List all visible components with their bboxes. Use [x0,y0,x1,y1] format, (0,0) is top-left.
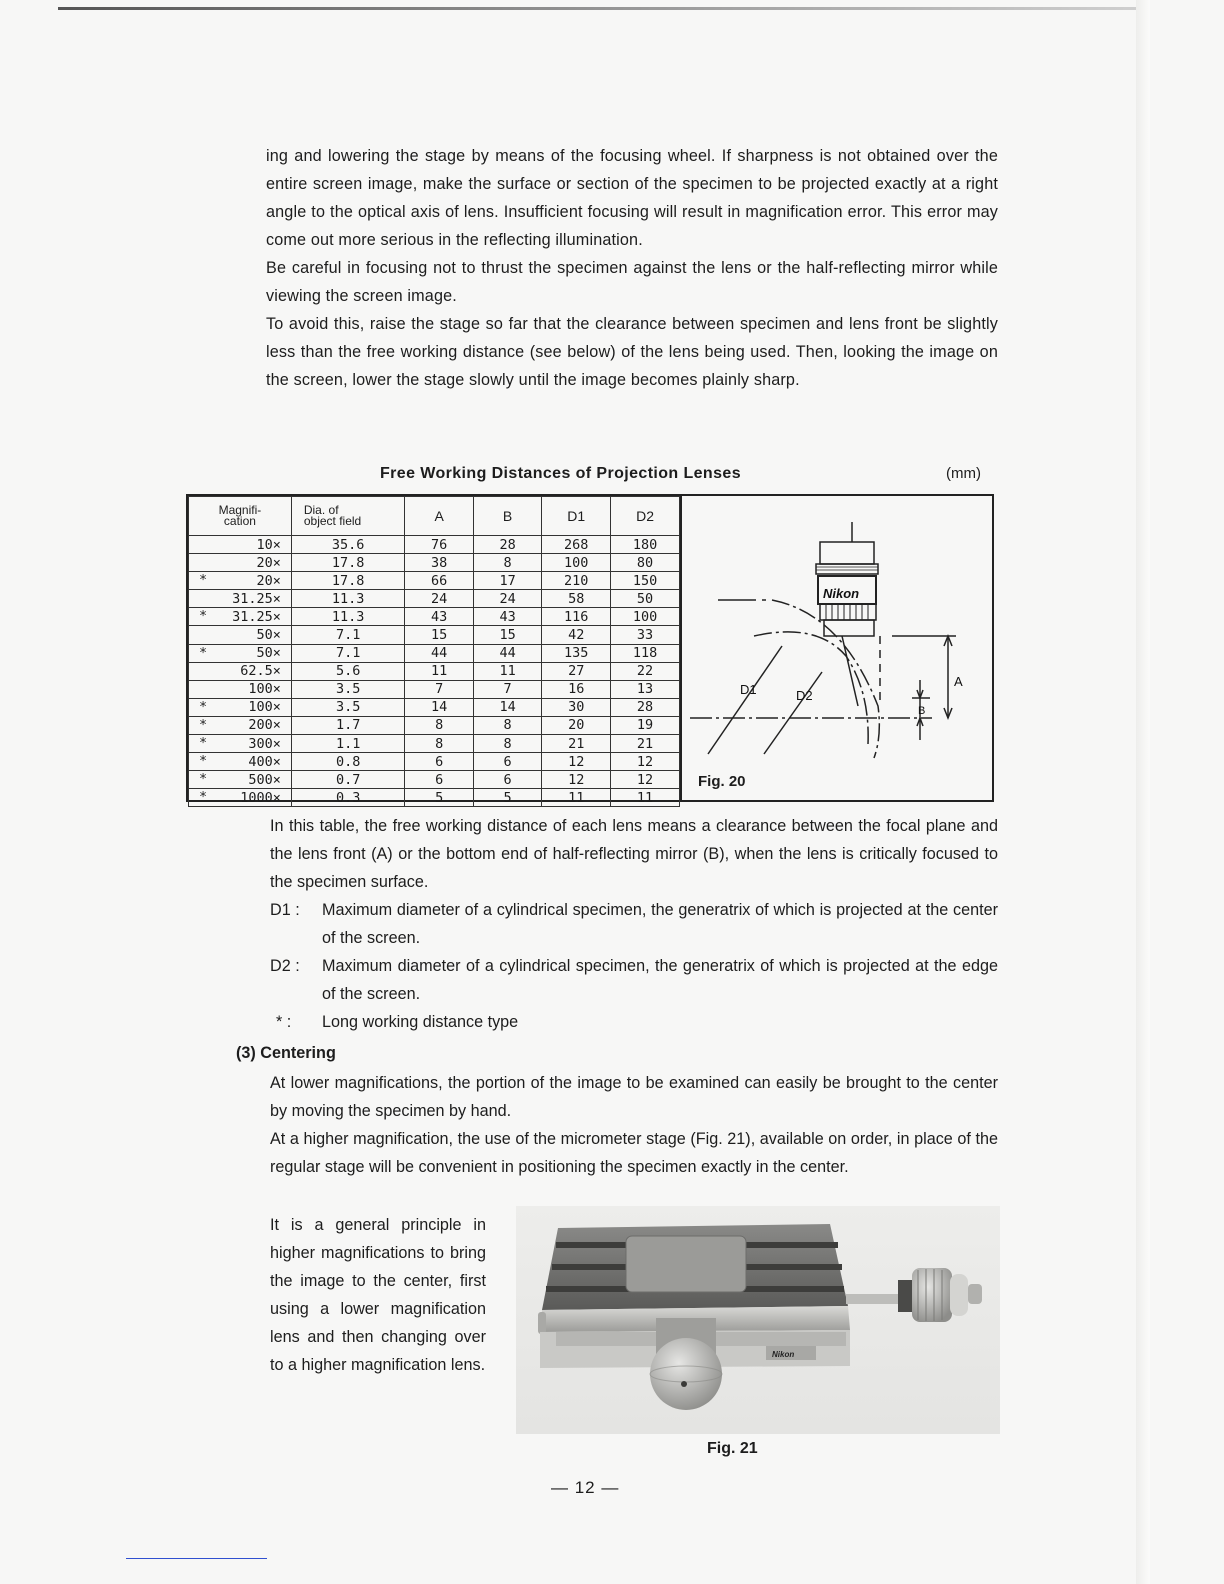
d2-cell: 118 [611,644,680,662]
d2-cell: 80 [611,554,680,572]
diameter-cell: 3.5 [291,698,405,716]
diameter-cell: 5.6 [291,662,405,680]
header-d2: D2 [611,497,680,536]
magnification-value: 500× [248,771,281,788]
table-row [189,572,680,590]
long-working-distance-marker: * [199,753,208,770]
a-cell: 38 [405,554,473,572]
diameter-cell: 1.1 [291,735,405,753]
table-row [189,680,680,698]
a-cell: 8 [405,716,473,734]
diameter-cell: 17.8 [291,572,405,590]
b-cell: 6 [473,771,541,789]
a-cell: 43 [405,608,473,626]
d2-cell: 21 [611,735,680,753]
magnification-cell [189,644,292,662]
magnification-value: 1000× [240,789,281,806]
magnification-value: 50× [256,645,281,662]
d2-cell: 12 [611,753,680,771]
d1-cell: 27 [542,662,611,680]
magnification-cell [189,626,292,644]
d2-cell: 33 [611,626,680,644]
table-body [189,536,680,807]
table-row [189,554,680,572]
d1-cell: 12 [542,753,611,771]
d1-cell: 268 [542,536,611,554]
diameter-cell: 35.6 [291,536,405,554]
magnification-cell [189,771,292,789]
d1-cell: 12 [542,771,611,789]
footer-line [126,1558,267,1559]
intro-paragraph-1: ing and lowering the stage by means of the focusing wheel. If sharpness is not obtained over the entire screen image, make the surface or section of the specimen to be projected exactly at a right angle to the optical axis of lens. Insufficient focusing will result in magnification error. This error may come out more serious in the reflecting illumination. [266,147,998,249]
note-text: Maximum diameter of a cylindrical specimen, the generatrix of which is projected at the edge of the screen. [322,957,998,1003]
long-working-distance-marker: * [199,789,208,806]
d1-cell: 210 [542,572,611,590]
b-cell: 14 [473,698,541,716]
notes-intro: In this table, the free working distance of each lens means a clearance between the focal plane and the lens front (A) or the bottom end of half-reflecting mirror (B), when the lens is critically focused to the specimen surface. [270,817,998,891]
diameter-cell: 0.7 [291,771,405,789]
fig20-label-b: B [918,705,926,717]
b-cell: 43 [473,608,541,626]
table-notes [270,812,998,1036]
diameter-cell: 11.3 [291,608,405,626]
d1-cell: 11 [542,789,611,807]
fig21-micrometer-stage-photo [516,1206,1000,1434]
table-row [189,644,680,662]
magnification-cell [189,662,292,680]
fig20-brand: Nikon [823,586,860,601]
d2-cell: 100 [611,608,680,626]
header-magnification: Magnifi- cation [189,497,292,536]
b-cell: 5 [473,789,541,807]
magnification-value: 200× [248,717,281,734]
table-row [189,698,680,716]
header-b: B [473,497,541,536]
table-row [189,536,680,554]
long-working-distance-marker: * [199,572,208,589]
d2-cell: 22 [611,662,680,680]
b-cell: 17 [473,572,541,590]
centering-side-text: It is a general principle in higher magnifications to bring the image to the center, first using a lower magnification lens and then changing over to a higher magnification lens. [270,1216,486,1374]
centering-paragraph-2: At a higher magnification, the use of the micrometer stage (Fig. 21), available on order, in place of the regular stage will be convenient in positioning the specimen exactly in the center. [270,1130,998,1176]
a-cell: 5 [405,789,473,807]
fig20-label-d2: D2 [796,688,813,703]
diameter-cell: 0.3 [291,789,405,807]
b-cell: 8 [473,554,541,572]
diameter-cell: 7.1 [291,626,405,644]
table-header-row [189,497,680,536]
a-cell: 8 [405,735,473,753]
magnification-value: 20× [256,554,281,571]
fig21-caption: Fig. 21 [707,1440,758,1457]
header-d1: D1 [542,497,611,536]
magnification-cell [189,608,292,626]
b-cell: 8 [473,716,541,734]
top-rule [58,7,1138,10]
a-cell: 66 [405,572,473,590]
d2-cell: 150 [611,572,680,590]
d1-cell: 58 [542,590,611,608]
fig21-brand: Nikon [772,1350,795,1359]
table-row [189,789,680,807]
magnification-value: 50× [256,627,281,644]
header-diameter: Dia. of object field [291,497,405,536]
a-cell: 6 [405,753,473,771]
fig20-diagram [680,496,994,800]
a-cell: 24 [405,590,473,608]
magnification-cell [189,698,292,716]
magnification-value: 100× [248,681,281,698]
magnification-value: 62.5× [240,663,281,680]
d2-cell: 28 [611,698,680,716]
intro-text [266,142,998,394]
a-cell: 11 [405,662,473,680]
diameter-cell: 7.1 [291,644,405,662]
d2-cell: 13 [611,680,680,698]
magnification-value: 31.25× [232,590,281,607]
diameter-cell: 17.8 [291,554,405,572]
a-cell: 14 [405,698,473,716]
d1-cell: 20 [542,716,611,734]
fig20-label-d1: D1 [740,682,757,697]
intro-paragraph-3: To avoid this, raise the stage so far that the clearance between specimen and lens front be slightly less than the free working distance (see below) of the lens being used. Then, looking the image on the screen, lower the stage slowly until the image becomes plainly sharp. [266,315,998,389]
long-working-distance-marker: * [199,644,208,661]
diameter-cell: 11.3 [291,590,405,608]
table-row [189,716,680,734]
table-row [189,753,680,771]
fig20-drawing [682,496,992,800]
table-row [189,590,680,608]
a-cell: 44 [405,644,473,662]
magnification-value: 10× [256,536,281,553]
d1-cell: 135 [542,644,611,662]
fig20-label-a: A [954,674,963,689]
magnification-cell [189,554,292,572]
intro-paragraph-2: Be careful in focusing not to thrust the specimen against the lens or the half-reflecting mirror while viewing the screen image. [266,259,998,305]
magnification-cell [189,716,292,734]
b-cell: 28 [473,536,541,554]
magnification-cell [189,536,292,554]
table-unit: (mm) [946,465,981,482]
note-key: D2 : [270,957,300,975]
note-text: Maximum diameter of a cylindrical specimen, the generatrix of which is projected at the center of the screen. [322,901,998,947]
a-cell: 7 [405,680,473,698]
d1-cell: 116 [542,608,611,626]
b-cell: 8 [473,735,541,753]
note-star [270,1008,998,1036]
magnification-cell [189,680,292,698]
b-cell: 24 [473,590,541,608]
b-cell: 6 [473,753,541,771]
page-number: — 12 — [551,1478,620,1497]
d1-cell: 100 [542,554,611,572]
d2-cell: 180 [611,536,680,554]
magnification-value: 20× [256,572,281,589]
a-cell: 15 [405,626,473,644]
centering-paragraph-1: At lower magnifications, the portion of the image to be examined can easily be brought to the center by moving the specimen by hand. [270,1074,998,1120]
diameter-cell: 0.8 [291,753,405,771]
note-key: D1 : [270,901,300,919]
d1-cell: 30 [542,698,611,716]
table-title: Free Working Distances of Projection Lenses [380,465,741,482]
header-a: A [405,497,473,536]
page-edge [1136,0,1150,1584]
magnification-cell [189,735,292,753]
magnification-value: 100× [248,699,281,716]
d1-cell: 16 [542,680,611,698]
b-cell: 11 [473,662,541,680]
magnification-value: 300× [248,735,281,752]
section-heading-centering: (3) Centering [236,1044,336,1062]
magnification-value: 400× [248,753,281,770]
d2-cell: 11 [611,789,680,807]
fig20-caption: Fig. 20 [698,773,746,790]
long-working-distance-marker: * [199,608,208,625]
d2-cell: 19 [611,716,680,734]
magnification-cell [189,590,292,608]
table-row [189,626,680,644]
note-d2 [270,952,998,1008]
a-cell: 6 [405,771,473,789]
magnification-cell [189,753,292,771]
table-row [189,771,680,789]
micrometer-stage-illustration [516,1206,1000,1434]
d1-cell: 42 [542,626,611,644]
magnification-cell [189,572,292,590]
note-key: * : [276,1013,292,1031]
b-cell: 15 [473,626,541,644]
magnification-value: 31.25× [232,608,281,625]
diameter-cell: 1.7 [291,716,405,734]
magnification-cell [189,789,292,807]
long-working-distance-marker: * [199,716,208,733]
note-text: Long working distance type [322,1013,519,1031]
working-distance-table [188,496,680,807]
diameter-cell: 3.5 [291,680,405,698]
long-working-distance-marker: * [199,698,208,715]
note-d1 [270,896,998,952]
d2-cell: 50 [611,590,680,608]
b-cell: 7 [473,680,541,698]
table-row [189,608,680,626]
table-row [189,735,680,753]
long-working-distance-marker: * [199,771,208,788]
centering-text [270,1069,998,1181]
d2-cell: 12 [611,771,680,789]
b-cell: 44 [473,644,541,662]
d1-cell: 21 [542,735,611,753]
table-row [189,662,680,680]
long-working-distance-marker: * [199,735,208,752]
working-distance-table-box [186,494,994,806]
a-cell: 76 [405,536,473,554]
